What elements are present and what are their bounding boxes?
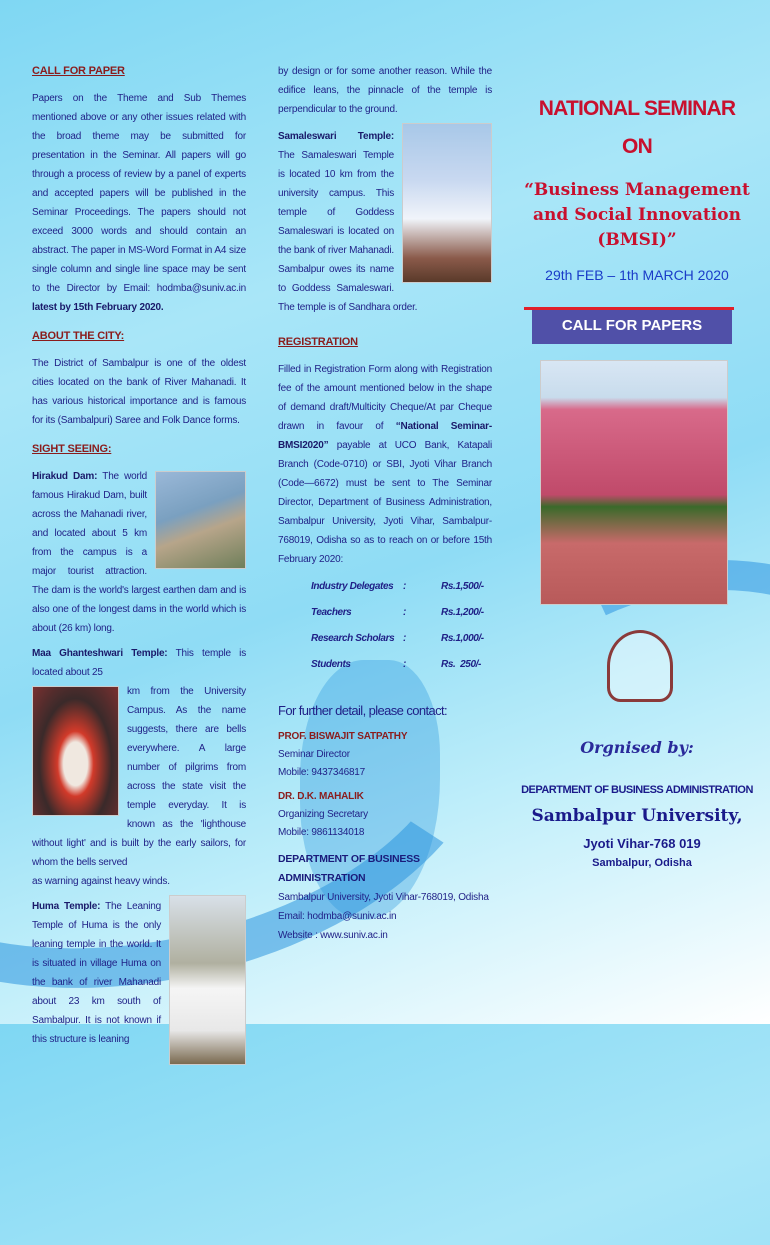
registration-text [278,360,492,569]
ghanteshwari-title: Maa Ghanteshwari Temple: [32,648,168,659]
ghanteshwari-temple-photo [32,686,119,816]
registration-body-a: Filled in Registration Form along with Registration fee of the amount mentioned below in the shape of demand draft/Multicity Cheque/At par Cheque drawn in favour of [278,364,492,432]
hirakud-body: The world famous Hirakud Dam, built across the Mahanadi river, and located about 5 km from the campus is a major tourist attraction. The dam is the world's largest earthen dam [32,471,218,596]
call-for-paper-heading: CALL FOR PAPER [32,65,125,77]
middle-column [278,62,492,945]
fee-amount: Rs.1,000/- [441,632,484,644]
contact-dept: DEPARTMENT OF BUSINESS ADMINISTRATION [278,853,420,884]
fee-row [311,625,492,651]
huma-temple-photo [169,895,246,1065]
contact-website[interactable]: Website : www.suniv.ac.in [278,930,388,941]
university-building-photo [540,360,728,605]
fee-table [311,573,492,677]
cover-title [512,90,762,166]
university-logo [607,630,673,702]
seminar-theme: “Business Management and Social Innovation (BMSI)” [524,180,750,250]
fee-category: Research Scholars [311,632,395,644]
contact-address: Sambalpur University, Jyoti Vihar-768019, Odisha [278,892,489,903]
about-city-text: The District of Sambalpur is one of the oldest cities located on the bank of River Mahanadi. It has various historical importance and is famous for its (Sambalpuri) Saree and Folk Dance forms. [32,358,246,426]
huma-body: The Leaning Temple of Huma is the only leaning temple in the world. It is situated in village Huma on the bank of river Mahanadi about 23 km south of Sambalpur. It is not known if this structure is leaning [32,901,161,1045]
deadline: latest by 15th February 2020. [32,302,164,313]
hirakud-dam-photo [155,471,246,569]
seminar-date: 29th FEB – 1th MARCH 2020 [545,267,729,283]
contact-name: PROF. BISWAJIT SATPATHY [278,731,408,742]
address-line2: Sambalpur, Odisha [592,857,692,869]
contact-role: Seminar Director [278,749,350,760]
ghanteshwari-text-end: as warning against heavy winds. [32,876,170,887]
fee-sep: : [403,658,406,670]
samaleswari-body: The Samaleswari Temple is located 10 km from the university campus. This temple of Goddess Samaleswari is located on the bank of river Mahanadi. Sambalpur owes its name to Goddess Samaleswari. The temple is of Sandhara order. [278,150,418,313]
fee-row [311,573,492,599]
huma-title: Huma Temple: [32,901,101,912]
ghanteshwari-text-cont: km from the University Campus. As the name suggests, there are bells everywhere. A large number of pilgrims from across the state visit the temple everyday. It is known as the 'lighthouse without light' and is built by the early sailors, for whom the bells served [32,686,246,868]
fee-sep: : [403,632,406,644]
ghanteshwari-text [32,644,246,682]
registration-heading: REGISTRATION [278,336,358,348]
fee-sep: : [403,580,406,592]
call-for-paper-body: Papers on the Theme and Sub Themes mentioned above or any other issues related with the broad theme may be submitted for presentation in the Seminar. All papers will go through a process of review by a panel of experts and accepted papers will be published in the Seminar Proceedings. The papers should not exceed 3000 words and should contain an abstract. The paper in MS-Word Format in A4 size single column and single line space may be sent to the Director by Email: hodmba@suniv.ac.in [32,93,246,294]
contact-name: DR. D.K. MAHALIK [278,791,364,802]
contact-mobile: Mobile: 9861134018 [278,827,365,838]
fee-sep: : [403,606,406,618]
contact-heading: For further detail, please contact: [278,703,448,718]
contact-person [278,788,492,842]
about-city-heading: ABOUT THE CITY: [32,330,125,342]
contact-person [278,728,492,782]
university-name: Sambalpur University, [531,806,743,826]
organised-by: Orgnised by: [580,738,694,757]
sight-seeing-heading: SIGHT SEEING: [32,443,112,455]
hirakud-title: Hirakud Dam: [32,471,98,482]
registration-body-b: payable at UCO Bank, Katapali Branch (Code-0710) or SBI, Jyoti Vihar Branch (Code—6672) must be sent to The Seminar Director, Department of Business Administration, Sambalpur University, Jyoti Vihar, Sambalpur-768019, Odisha so as to reach on or before 15th February 2020: [278,440,492,565]
fee-amount: Rs.1,200/- [441,606,484,618]
huma-text-cont: by design or for some another reason. While the edifice leans, the pinnacle of the temple is perpendicular to the ground. [278,66,492,115]
fee-amount: Rs.1,500/- [441,580,484,592]
contact-role: Organizing Secretary [278,809,368,820]
organiser-dept: DEPARTMENT OF BUSINESS ADMINISTRATION [521,784,753,796]
contact-mobile: Mobile: 9437346817 [278,767,366,778]
samaleswari-temple-photo [402,123,492,283]
fee-amount: Rs. 250/- [441,658,481,670]
left-column [32,62,246,1069]
ghanteshwari-body: This temple is located about 25 [32,648,247,678]
fee-row [311,599,492,625]
payee: “National Seminar-BMSI2020” [278,421,492,451]
fee-category: Industry Delegates [311,580,394,592]
cover-title-line1: NATIONAL SEMINAR [538,97,736,120]
fee-category: Students [311,658,351,670]
call-for-papers-banner: CALL FOR PAPERS [532,310,732,344]
fee-row [311,651,492,677]
contact-email[interactable]: Email: hodmba@suniv.ac.in [278,911,397,922]
address-line1: Jyoti Vihar-768 019 [583,836,701,851]
call-for-paper-text [32,89,246,317]
cover-title-line2: ON [622,135,652,158]
samaleswari-title: Samaleswari Temple: [278,131,394,142]
hirakud-text-cont: and is also one of the longest dams in the world which is about (26 km) long. [32,585,246,634]
fee-category: Teachers [311,606,352,618]
